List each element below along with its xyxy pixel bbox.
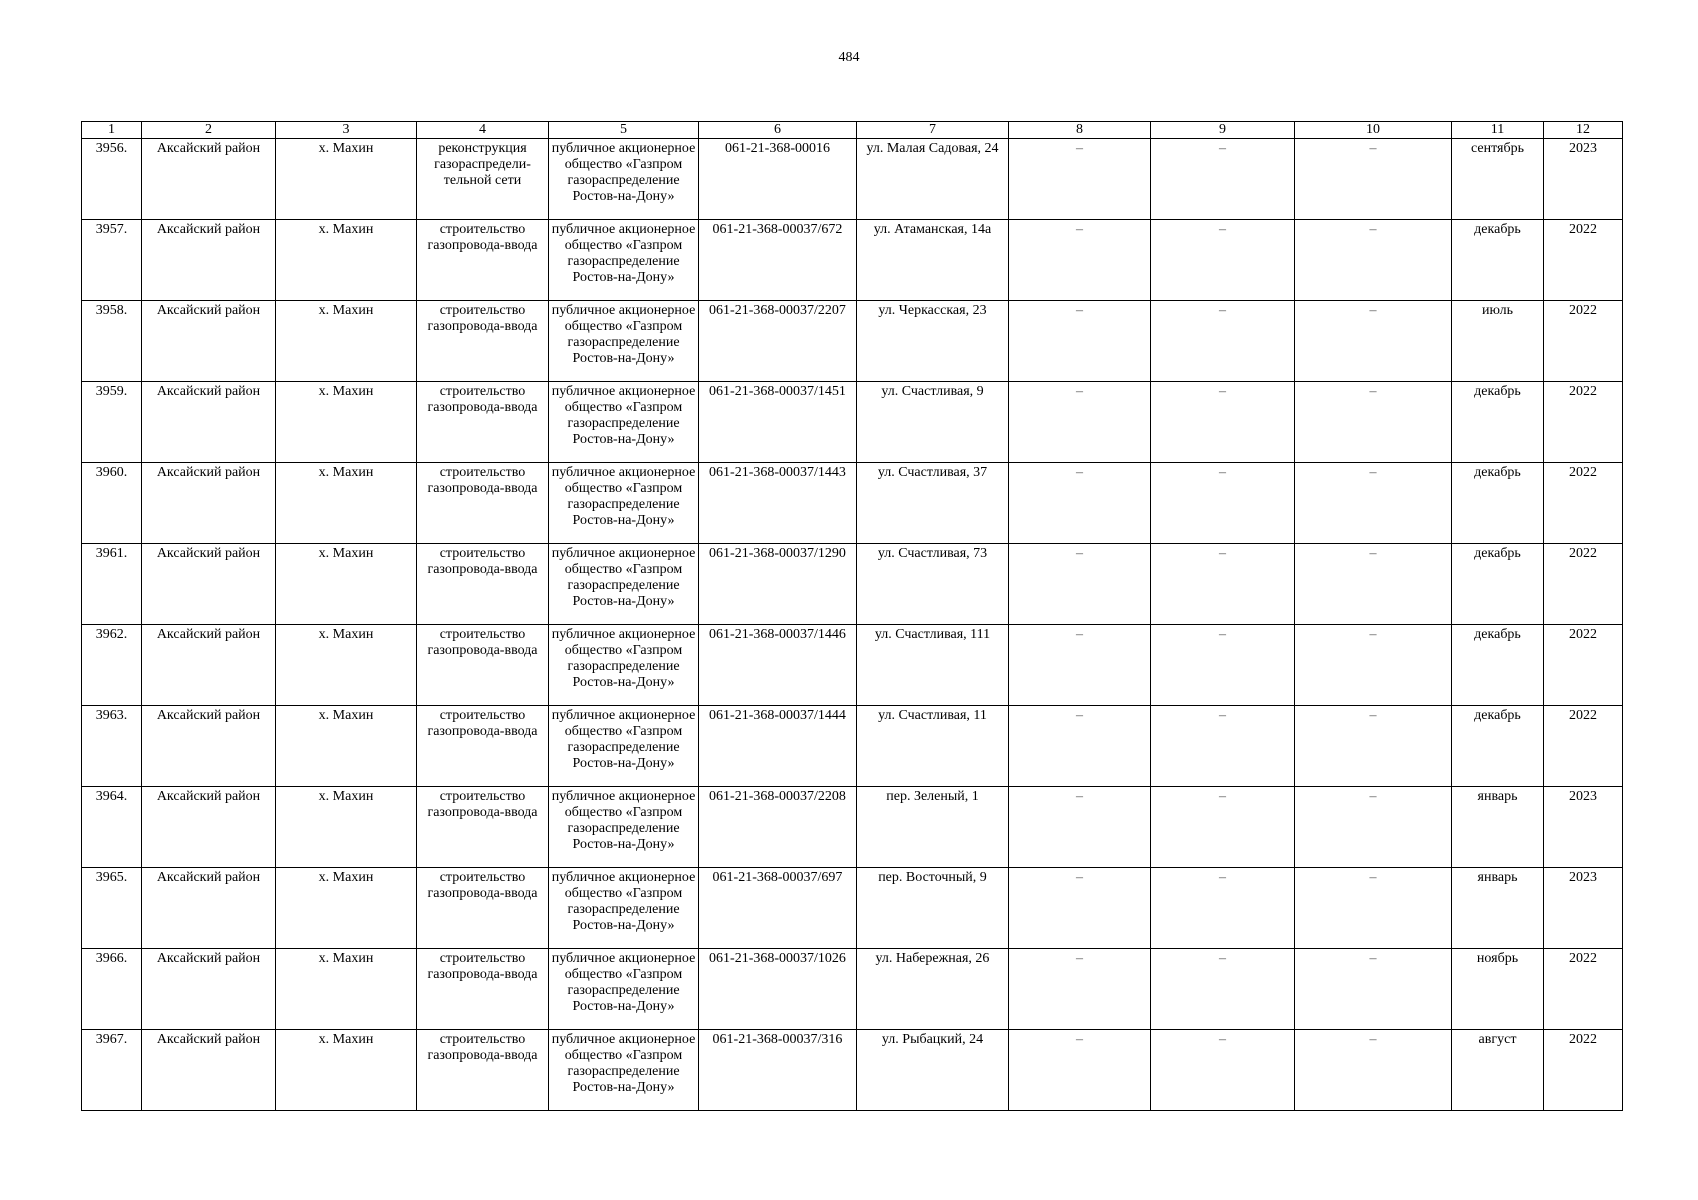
owner-cell: публичное акционерное общество «Газпром газораспределение Ростов-на-Дону»	[549, 139, 699, 220]
year-cell: 2023	[1544, 868, 1623, 949]
object-code-cell: 061-21-368-00016	[699, 139, 857, 220]
object-code-cell: 061-21-368-00037/316	[699, 1030, 857, 1111]
district-cell: Аксайский район	[142, 949, 276, 1030]
locality-cell: х. Махин	[276, 463, 417, 544]
month-cell: август	[1452, 1030, 1544, 1111]
district-cell: Аксайский район	[142, 787, 276, 868]
work-type-cell: строительство газопровода-ввода	[417, 1030, 549, 1111]
work-type-cell: строительство газопровода-ввода	[417, 706, 549, 787]
month-cell: сентябрь	[1452, 139, 1544, 220]
address-cell: ул. Счастливая, 73	[857, 544, 1009, 625]
work-type-cell: реконструкция газораспредели-тельной сети	[417, 139, 549, 220]
address-cell: ул. Атаманская, 14а	[857, 220, 1009, 301]
table-row	[82, 787, 1623, 868]
address-cell: ул. Малая Садовая, 24	[857, 139, 1009, 220]
column-8-cell: –	[1009, 463, 1151, 544]
year-cell: 2023	[1544, 139, 1623, 220]
column-9-cell: –	[1151, 625, 1295, 706]
work-type-cell: строительство газопровода-ввода	[417, 787, 549, 868]
owner-cell: публичное акционерное общество «Газпром газораспределение Ростов-на-Дону»	[549, 463, 699, 544]
row-number-cell: 3957.	[82, 220, 142, 301]
column-9-cell: –	[1151, 382, 1295, 463]
locality-cell: х. Махин	[276, 139, 417, 220]
column-10-cell: –	[1295, 868, 1452, 949]
row-number-cell: 3965.	[82, 868, 142, 949]
object-code-cell: 061-21-368-00037/697	[699, 868, 857, 949]
column-8-cell: –	[1009, 139, 1151, 220]
row-number-cell: 3961.	[82, 544, 142, 625]
month-cell: декабрь	[1452, 625, 1544, 706]
table-row	[82, 382, 1623, 463]
address-cell: ул. Набережная, 26	[857, 949, 1009, 1030]
column-9-cell: –	[1151, 1030, 1295, 1111]
column-9-cell: –	[1151, 787, 1295, 868]
owner-cell: публичное акционерное общество «Газпром газораспределение Ростов-на-Дону»	[549, 1030, 699, 1111]
column-8-cell: –	[1009, 706, 1151, 787]
column-9-cell: –	[1151, 220, 1295, 301]
registry-table	[81, 121, 1623, 1111]
district-cell: Аксайский район	[142, 706, 276, 787]
row-number-cell: 3963.	[82, 706, 142, 787]
column-10-cell: –	[1295, 1030, 1452, 1111]
district-cell: Аксайский район	[142, 382, 276, 463]
work-type-cell: строительство газопровода-ввода	[417, 949, 549, 1030]
column-header: 10	[1295, 122, 1452, 139]
row-number-cell: 3959.	[82, 382, 142, 463]
year-cell: 2022	[1544, 1030, 1623, 1111]
column-10-cell: –	[1295, 463, 1452, 544]
district-cell: Аксайский район	[142, 544, 276, 625]
month-cell: июль	[1452, 301, 1544, 382]
district-cell: Аксайский район	[142, 139, 276, 220]
work-type-cell: строительство газопровода-ввода	[417, 463, 549, 544]
locality-cell: х. Махин	[276, 706, 417, 787]
page-number: 484	[838, 50, 860, 65]
work-type-cell: строительство газопровода-ввода	[417, 625, 549, 706]
object-code-cell: 061-21-368-00037/2208	[699, 787, 857, 868]
object-code-cell: 061-21-368-00037/2207	[699, 301, 857, 382]
column-header: 9	[1151, 122, 1295, 139]
header-row	[82, 122, 1623, 139]
object-code-cell: 061-21-368-00037/1444	[699, 706, 857, 787]
column-header: 11	[1452, 122, 1544, 139]
address-cell: ул. Рыбацкий, 24	[857, 1030, 1009, 1111]
object-code-cell: 061-21-368-00037/1290	[699, 544, 857, 625]
column-8-cell: –	[1009, 787, 1151, 868]
column-header: 6	[699, 122, 857, 139]
column-8-cell: –	[1009, 949, 1151, 1030]
object-code-cell: 061-21-368-00037/1443	[699, 463, 857, 544]
column-10-cell: –	[1295, 301, 1452, 382]
column-9-cell: –	[1151, 706, 1295, 787]
year-cell: 2022	[1544, 220, 1623, 301]
row-number-cell: 3964.	[82, 787, 142, 868]
table-row	[82, 706, 1623, 787]
column-10-cell: –	[1295, 382, 1452, 463]
locality-cell: х. Махин	[276, 949, 417, 1030]
column-10-cell: –	[1295, 787, 1452, 868]
month-cell: январь	[1452, 868, 1544, 949]
locality-cell: х. Махин	[276, 301, 417, 382]
month-cell: декабрь	[1452, 382, 1544, 463]
work-type-cell: строительство газопровода-ввода	[417, 301, 549, 382]
row-number-cell: 3958.	[82, 301, 142, 382]
object-code-cell: 061-21-368-00037/672	[699, 220, 857, 301]
column-8-cell: –	[1009, 625, 1151, 706]
locality-cell: х. Махин	[276, 868, 417, 949]
column-8-cell: –	[1009, 382, 1151, 463]
work-type-cell: строительство газопровода-ввода	[417, 382, 549, 463]
month-cell: ноябрь	[1452, 949, 1544, 1030]
column-8-cell: –	[1009, 301, 1151, 382]
owner-cell: публичное акционерное общество «Газпром газораспределение Ростов-на-Дону»	[549, 544, 699, 625]
column-header: 7	[857, 122, 1009, 139]
owner-cell: публичное акционерное общество «Газпром газораспределение Ростов-на-Дону»	[549, 382, 699, 463]
column-header: 1	[82, 122, 142, 139]
column-10-cell: –	[1295, 625, 1452, 706]
work-type-cell: строительство газопровода-ввода	[417, 220, 549, 301]
locality-cell: х. Махин	[276, 220, 417, 301]
column-10-cell: –	[1295, 220, 1452, 301]
table-row	[82, 301, 1623, 382]
table-row	[82, 1030, 1623, 1111]
column-8-cell: –	[1009, 220, 1151, 301]
column-8-cell: –	[1009, 868, 1151, 949]
column-9-cell: –	[1151, 139, 1295, 220]
row-number-cell: 3962.	[82, 625, 142, 706]
month-cell: декабрь	[1452, 220, 1544, 301]
column-header: 2	[142, 122, 276, 139]
column-10-cell: –	[1295, 949, 1452, 1030]
owner-cell: публичное акционерное общество «Газпром газораспределение Ростов-на-Дону»	[549, 787, 699, 868]
district-cell: Аксайский район	[142, 868, 276, 949]
locality-cell: х. Махин	[276, 625, 417, 706]
column-header: 8	[1009, 122, 1151, 139]
year-cell: 2022	[1544, 382, 1623, 463]
column-header: 12	[1544, 122, 1623, 139]
object-code-cell: 061-21-368-00037/1026	[699, 949, 857, 1030]
owner-cell: публичное акционерное общество «Газпром газораспределение Ростов-на-Дону»	[549, 301, 699, 382]
object-code-cell: 061-21-368-00037/1446	[699, 625, 857, 706]
address-cell: ул. Счастливая, 9	[857, 382, 1009, 463]
locality-cell: х. Махин	[276, 544, 417, 625]
table-row	[82, 220, 1623, 301]
column-9-cell: –	[1151, 463, 1295, 544]
address-cell: ул. Черкасская, 23	[857, 301, 1009, 382]
column-9-cell: –	[1151, 868, 1295, 949]
row-number-cell: 3960.	[82, 463, 142, 544]
owner-cell: публичное акционерное общество «Газпром газораспределение Ростов-на-Дону»	[549, 868, 699, 949]
column-9-cell: –	[1151, 949, 1295, 1030]
year-cell: 2022	[1544, 544, 1623, 625]
district-cell: Аксайский район	[142, 1030, 276, 1111]
year-cell: 2022	[1544, 625, 1623, 706]
row-number-cell: 3967.	[82, 1030, 142, 1111]
locality-cell: х. Махин	[276, 382, 417, 463]
table-row	[82, 463, 1623, 544]
work-type-cell: строительство газопровода-ввода	[417, 544, 549, 625]
month-cell: январь	[1452, 787, 1544, 868]
column-10-cell: –	[1295, 139, 1452, 220]
table-row	[82, 625, 1623, 706]
table-row	[82, 544, 1623, 625]
year-cell: 2023	[1544, 787, 1623, 868]
owner-cell: публичное акционерное общество «Газпром газораспределение Ростов-на-Дону»	[549, 220, 699, 301]
table-row	[82, 868, 1623, 949]
column-8-cell: –	[1009, 544, 1151, 625]
address-cell: пер. Зеленый, 1	[857, 787, 1009, 868]
address-cell: ул. Счастливая, 111	[857, 625, 1009, 706]
owner-cell: публичное акционерное общество «Газпром газораспределение Ростов-на-Дону»	[549, 949, 699, 1030]
locality-cell: х. Махин	[276, 787, 417, 868]
district-cell: Аксайский район	[142, 220, 276, 301]
column-9-cell: –	[1151, 544, 1295, 625]
district-cell: Аксайский район	[142, 301, 276, 382]
year-cell: 2022	[1544, 706, 1623, 787]
district-cell: Аксайский район	[142, 463, 276, 544]
row-number-cell: 3966.	[82, 949, 142, 1030]
owner-cell: публичное акционерное общество «Газпром газораспределение Ростов-на-Дону»	[549, 625, 699, 706]
year-cell: 2022	[1544, 949, 1623, 1030]
year-cell: 2022	[1544, 463, 1623, 544]
address-cell: ул. Счастливая, 37	[857, 463, 1009, 544]
work-type-cell: строительство газопровода-ввода	[417, 868, 549, 949]
column-header: 4	[417, 122, 549, 139]
address-cell: пер. Восточный, 9	[857, 868, 1009, 949]
column-9-cell: –	[1151, 301, 1295, 382]
locality-cell: х. Махин	[276, 1030, 417, 1111]
table-body	[82, 139, 1623, 1111]
owner-cell: публичное акционерное общество «Газпром газораспределение Ростов-на-Дону»	[549, 706, 699, 787]
address-cell: ул. Счастливая, 11	[857, 706, 1009, 787]
column-10-cell: –	[1295, 706, 1452, 787]
year-cell: 2022	[1544, 301, 1623, 382]
column-8-cell: –	[1009, 1030, 1151, 1111]
row-number-cell: 3956.	[82, 139, 142, 220]
column-header: 3	[276, 122, 417, 139]
column-header: 5	[549, 122, 699, 139]
month-cell: декабрь	[1452, 544, 1544, 625]
table-row	[82, 949, 1623, 1030]
object-code-cell: 061-21-368-00037/1451	[699, 382, 857, 463]
month-cell: декабрь	[1452, 463, 1544, 544]
column-10-cell: –	[1295, 544, 1452, 625]
month-cell: декабрь	[1452, 706, 1544, 787]
table-row	[82, 139, 1623, 220]
district-cell: Аксайский район	[142, 625, 276, 706]
